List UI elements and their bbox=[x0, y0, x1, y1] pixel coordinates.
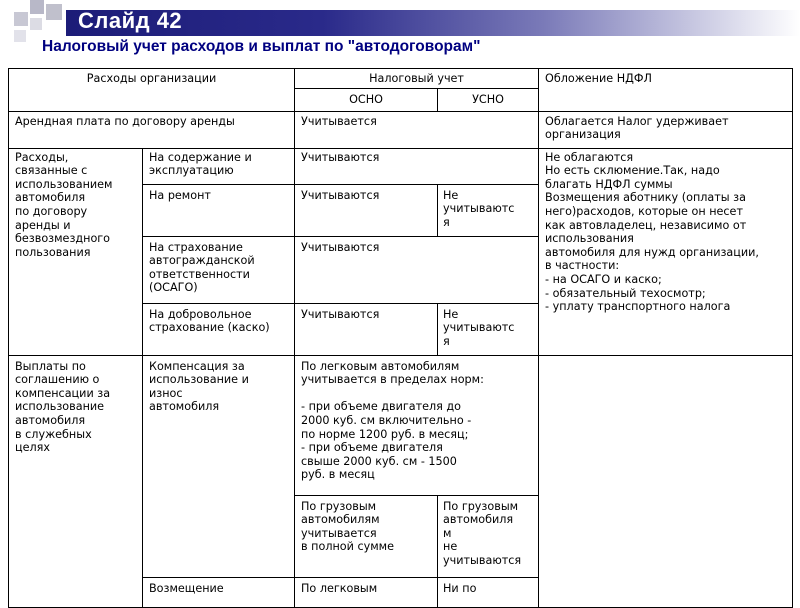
vehicle-group-label: Расходы, связанные с использованием автомобиля по договору аренды и безвозмездного пользования bbox=[9, 148, 143, 355]
decor-square-1 bbox=[14, 12, 28, 26]
slide-title: Слайд 42 bbox=[78, 8, 183, 33]
decor-square-4 bbox=[46, 4, 62, 20]
rent-osno: Учитывается bbox=[295, 111, 539, 148]
trucks-osno: По грузовым автомобилям учитывается в полной сумме bbox=[295, 495, 438, 577]
compensation-ndfl-empty bbox=[539, 355, 793, 607]
kasko-osno: Учитываются bbox=[295, 303, 438, 355]
tax-table bbox=[8, 68, 793, 608]
repair-osno: Учитываются bbox=[295, 184, 438, 236]
rent-ndfl: Облагается Налог удерживает организация bbox=[539, 111, 793, 148]
compensation-label: Компенсация за использование и износ автомобиля bbox=[143, 355, 295, 577]
decor-square-2 bbox=[30, 0, 44, 14]
slide-subtitle: Налоговый учет расходов и выплат по "автодоговорам" bbox=[42, 38, 481, 55]
header-expenses: Расходы организации bbox=[9, 69, 295, 112]
kasko-usno: Не учитываютс я bbox=[438, 303, 539, 355]
reimbursement-osno: По легковым bbox=[295, 577, 438, 607]
decor-square-3 bbox=[30, 18, 42, 30]
cars-norms-text: По легковым автомобилям учитывается в пределах норм: - при объеме двигателя до 2000 куб. см включительно - по норме 1200 руб. в месяц; - при объеме двигателя свыше 2000 куб. см - 1500 руб. в месяц bbox=[295, 355, 539, 495]
header-usno: УСНО bbox=[438, 88, 539, 111]
kasko-label: На добровольное страхование (каско) bbox=[143, 303, 295, 355]
osago-osno: Учитываются bbox=[295, 236, 539, 303]
compensation-group-label: Выплаты по соглашению о компенсации за использование автомобиля в служебных целях bbox=[9, 355, 143, 607]
repair-label: На ремонт bbox=[143, 184, 295, 236]
decor-square-5 bbox=[14, 30, 26, 42]
trucks-usno: По грузовым автомобиля м не учитываются bbox=[438, 495, 539, 577]
vehicle-ndfl-note: Не облагаются Но есть склюмение.Так, надо благать НДФЛ суммы Возмещения абoтнику (оплаты за него)расходов, которые он несет как автовладелец, независимо от использования автомобиля для нужд организации, в частности: - на ОСАГО и каско; - обязательный техосмотр; - уплату транспортного налога bbox=[539, 148, 793, 355]
maintenance-label: На содержание и эксплуатацию bbox=[143, 148, 295, 184]
osago-label: На страхование автогражданской ответственности (ОСАГО) bbox=[143, 236, 295, 303]
reimbursement-label: Возмещение bbox=[143, 577, 295, 607]
header-ndfl: Обложение НДФЛ bbox=[539, 69, 793, 112]
header-tax-accounting: Налоговый учет bbox=[295, 69, 539, 89]
repair-usno: Не учитываютс я bbox=[438, 184, 539, 236]
reimbursement-usno: Ни по bbox=[438, 577, 539, 607]
rent-label: Арендная плата по договору аренды bbox=[9, 111, 295, 148]
header-osno: ОСНО bbox=[295, 88, 438, 111]
maintenance-osno: Учитываются bbox=[295, 148, 539, 184]
